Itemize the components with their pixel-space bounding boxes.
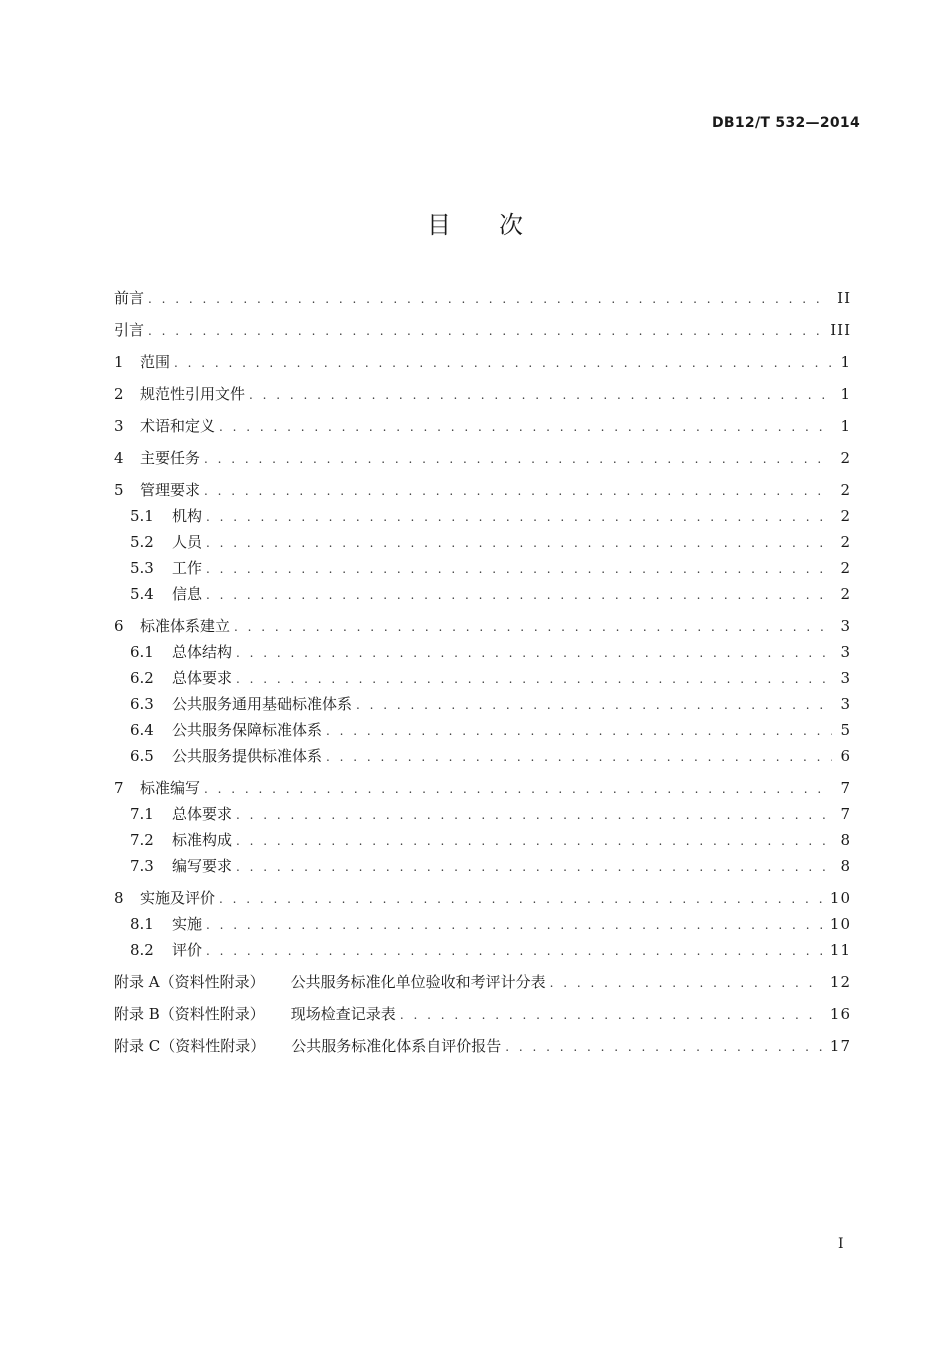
toc-entry[interactable] — [114, 666, 851, 691]
toc-entry-label: 主要任务 — [140, 449, 201, 467]
toc-entry-label: 范围 — [140, 353, 171, 371]
toc-entry-page: 2 — [840, 585, 851, 603]
toc-leader-dots — [174, 351, 832, 375]
toc-entry-number: 6.5 — [130, 747, 154, 765]
toc-entry-label: 公共服务保障标准体系 — [172, 721, 323, 739]
toc-entry-page: 3 — [840, 643, 851, 661]
toc-entry-page: 2 — [840, 533, 851, 551]
toc-entry-label: 总体要求 — [172, 669, 233, 687]
toc-entry-label: 编写要求 — [172, 857, 233, 875]
toc-entry[interactable] — [114, 614, 851, 639]
toc-entry-label: 人员 — [172, 533, 203, 551]
toc-entry-number: 3 — [114, 417, 124, 435]
toc-entry-page: 11 — [829, 941, 851, 959]
toc-entry-number: 6.1 — [130, 643, 154, 661]
toc-entry[interactable] — [114, 744, 851, 769]
toc-entry-page: 3 — [840, 695, 851, 713]
toc-entry[interactable] — [114, 692, 851, 717]
toc-leader-dots — [326, 745, 832, 769]
toc-leader-dots — [204, 447, 832, 471]
toc-entry-label: 前言 — [114, 289, 145, 307]
toc-entry-annex-prefix: 附录 B（资料性附录） — [114, 1005, 265, 1023]
toc-entry[interactable] — [114, 938, 851, 963]
toc-entry-page: 17 — [829, 1037, 851, 1055]
toc-entry[interactable] — [114, 530, 851, 555]
toc-entry-label: 现场检查记录表 — [290, 1005, 396, 1023]
toc-entry-page: 5 — [840, 721, 851, 739]
toc-entry-annex-prefix: 附录 C（资料性附录） — [114, 1037, 266, 1055]
toc-entry-label: 总体结构 — [172, 643, 233, 661]
toc-entry-label: 标准编写 — [140, 779, 201, 797]
toc-leader-dots — [148, 319, 822, 343]
toc-leader-dots — [206, 939, 822, 963]
toc-entry-label: 公共服务标准化单位验收和考评计分表 — [290, 973, 546, 991]
toc-title: 目次 — [427, 211, 571, 239]
toc-entry-label: 标准体系建立 — [140, 617, 231, 635]
toc-leader-dots — [204, 479, 832, 503]
toc-entry[interactable] — [114, 802, 851, 827]
toc-entry-number: 5.3 — [130, 559, 154, 577]
toc-entry[interactable] — [114, 556, 851, 581]
toc-entry[interactable] — [114, 1002, 851, 1027]
toc-entry[interactable] — [114, 286, 851, 311]
toc-leader-dots — [505, 1035, 822, 1059]
toc-leader-dots — [236, 667, 832, 691]
toc-entry-page: 12 — [829, 973, 851, 991]
toc-entry[interactable] — [114, 912, 851, 937]
toc-leader-dots — [550, 971, 822, 995]
toc-entry-page: 2 — [840, 481, 851, 499]
toc-entry-label: 公共服务提供标准体系 — [172, 747, 323, 765]
toc-entry-page: 10 — [829, 889, 851, 907]
toc-entry[interactable] — [114, 886, 851, 911]
toc-entry-number: 7.2 — [130, 831, 154, 849]
toc-entry-page: 2 — [840, 559, 851, 577]
toc-entry[interactable] — [114, 350, 851, 375]
toc-entry[interactable] — [114, 828, 851, 853]
toc-entry-label: 引言 — [114, 321, 145, 339]
toc-leader-dots — [148, 287, 829, 311]
toc-entry-page: 1 — [840, 417, 851, 435]
toc-entry-label: 标准构成 — [172, 831, 233, 849]
toc-entry-number: 1 — [114, 353, 124, 371]
toc-entry-label: 实施及评价 — [140, 889, 216, 907]
toc-entry-page: 1 — [840, 385, 851, 403]
toc-leader-dots — [206, 583, 832, 607]
toc-entry-number: 4 — [114, 449, 124, 467]
toc-entry-page: 10 — [829, 915, 851, 933]
toc-leader-dots — [219, 415, 832, 439]
toc-entry[interactable] — [114, 1034, 851, 1059]
toc-entry-page: 3 — [840, 669, 851, 687]
toc-leader-dots — [249, 383, 832, 407]
toc-entry-page: 2 — [840, 507, 851, 525]
toc-entry-label: 工作 — [172, 559, 203, 577]
toc-entry-number: 8.1 — [130, 915, 154, 933]
toc-entry-label: 实施 — [172, 915, 203, 933]
toc-entry-page: 8 — [840, 831, 851, 849]
toc-leader-dots — [236, 803, 832, 827]
toc-leader-dots — [206, 505, 832, 529]
toc-entry[interactable] — [114, 446, 851, 471]
toc-entry-number: 7 — [114, 779, 124, 797]
toc-entry-label: 信息 — [172, 585, 203, 603]
toc-entry-page: 7 — [840, 805, 851, 823]
toc-entry-label: 规范性引用文件 — [140, 385, 246, 403]
toc-leader-dots — [236, 641, 832, 665]
toc-entry[interactable] — [114, 382, 851, 407]
toc-leader-dots — [356, 693, 832, 717]
toc-entry-number: 5.4 — [130, 585, 154, 603]
toc-entry-page: II — [837, 289, 851, 307]
toc-entry-number: 2 — [114, 385, 124, 403]
toc-entry-label: 公共服务标准化体系自评价报告 — [291, 1037, 502, 1055]
toc-entry-page: 16 — [829, 1005, 851, 1023]
toc-entry-number: 6.2 — [130, 669, 154, 687]
toc-entry-label: 机构 — [172, 507, 203, 525]
toc-leader-dots — [234, 615, 832, 639]
toc-entry-label: 总体要求 — [172, 805, 233, 823]
toc-leader-dots — [326, 719, 832, 743]
toc-entry[interactable] — [114, 854, 851, 879]
toc-leader-dots — [236, 855, 832, 879]
toc-leader-dots — [236, 829, 832, 853]
toc-leader-dots — [204, 777, 832, 801]
toc-entry[interactable] — [114, 776, 851, 801]
page-number: I — [838, 1236, 844, 1252]
toc-entry[interactable] — [114, 970, 851, 995]
toc-entry-page: 8 — [840, 857, 851, 875]
toc-leader-dots — [206, 913, 822, 937]
toc-entry-page: 1 — [840, 353, 851, 371]
toc-entry[interactable] — [114, 718, 851, 743]
toc-entry[interactable] — [114, 318, 851, 343]
toc-entry-number: 7.1 — [130, 805, 154, 823]
toc-entry-annex-prefix: 附录 A（资料性附录） — [114, 973, 265, 991]
toc-entry-number: 6.3 — [130, 695, 154, 713]
toc-entry-number: 6 — [114, 617, 124, 635]
toc-entry[interactable] — [114, 640, 851, 665]
toc-entry-number: 5.2 — [130, 533, 154, 551]
toc-entry[interactable] — [114, 478, 851, 503]
toc-entry-number: 6.4 — [130, 721, 154, 739]
toc-leader-dots — [400, 1003, 822, 1027]
toc-entry[interactable] — [114, 414, 851, 439]
toc-leader-dots — [206, 557, 832, 581]
toc-entry-number: 8.2 — [130, 941, 154, 959]
toc-entry-page: 6 — [840, 747, 851, 765]
toc-entry-number: 7.3 — [130, 857, 154, 875]
document-code: DB12/T 532—2014 — [712, 115, 860, 131]
toc-entry-label: 术语和定义 — [140, 417, 216, 435]
toc-entry-page: 3 — [840, 617, 851, 635]
table-of-contents — [114, 286, 851, 1059]
toc-entry-page: 2 — [840, 449, 851, 467]
toc-entry-page: 7 — [840, 779, 851, 797]
toc-entry-number: 5.1 — [130, 507, 154, 525]
toc-leader-dots — [206, 531, 832, 555]
toc-entry-number: 8 — [114, 889, 124, 907]
toc-entry[interactable] — [114, 582, 851, 607]
toc-entry-label: 管理要求 — [140, 481, 201, 499]
toc-entry-page: III — [830, 321, 851, 339]
toc-entry-label: 评价 — [172, 941, 203, 959]
toc-leader-dots — [219, 887, 822, 911]
toc-entry-number: 5 — [114, 481, 124, 499]
toc-entry-label: 公共服务通用基础标准体系 — [172, 695, 353, 713]
toc-entry[interactable] — [114, 504, 851, 529]
